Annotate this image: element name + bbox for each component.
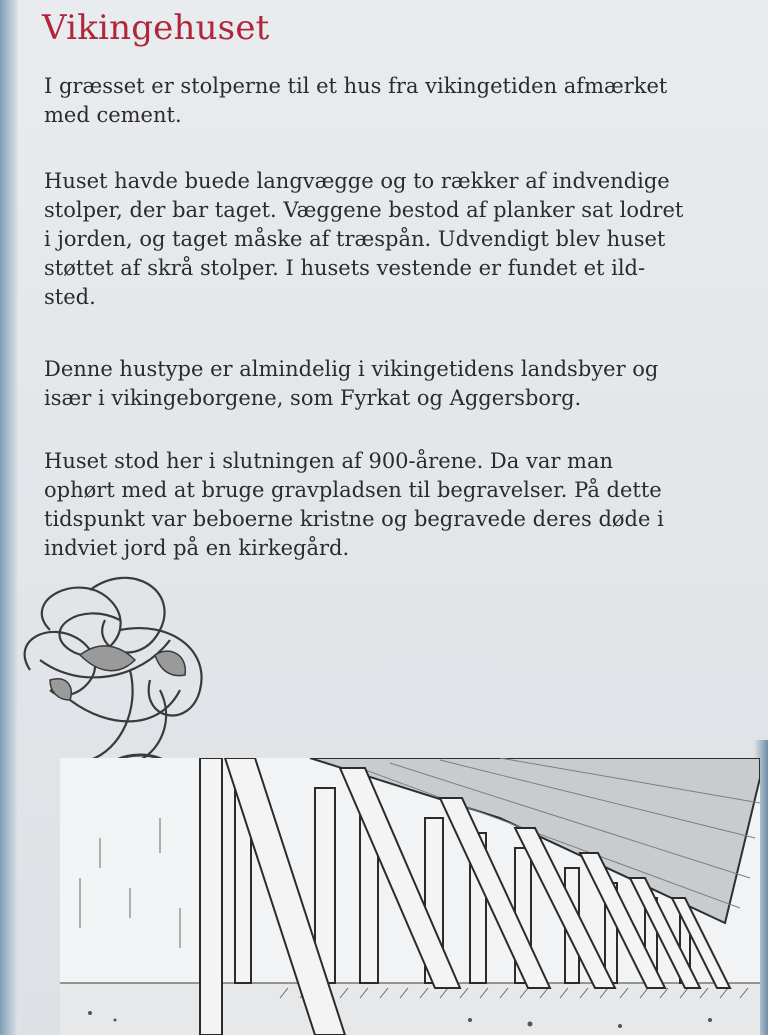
paragraph-intro — [44, 72, 744, 130]
paragraph-line: ophørt med at bruge gravpladsen til begravelser. På dette — [44, 478, 662, 502]
paragraph-house-description — [44, 167, 744, 312]
paragraph-line: især i vikingeborgene, som Fyrkat og Aggersborg. — [44, 386, 582, 410]
paragraph-history — [44, 447, 744, 563]
sign-title: Vikingehuset — [42, 8, 270, 48]
paragraph-line: tidspunkt var beboerne kristne og begravede deres døde i — [44, 507, 664, 531]
paragraph-line: I græsset er stolperne til et hus fra vikingetiden afmærket — [44, 74, 668, 98]
paragraph-line: stolper, der bar taget. Væggene bestod af planker sat lodret — [44, 198, 684, 222]
paragraph-line: sted. — [44, 285, 96, 309]
paragraph-line: Huset havde buede langvægge og to rækker af indvendige — [44, 169, 670, 193]
paragraph-house-type — [44, 355, 744, 413]
paragraph-line: med cement. — [44, 103, 182, 127]
paragraph-line: indviet jord på en kirkegård. — [44, 536, 350, 560]
paragraph-line: støttet af skrå stolper. I husets vestende er fundet et ild- — [44, 256, 646, 280]
paragraph-line: Huset stod her i slutningen af 900-årene. Da var man — [44, 449, 614, 473]
paragraph-line: Denne hustype er almindelig i vikingetidens landsbyer og — [44, 357, 659, 381]
longhouse-illustration — [60, 758, 760, 1035]
paragraph-line: i jorden, og taget måske af træspån. Udvendigt blev huset — [44, 227, 666, 251]
sign-frame-left — [0, 0, 18, 1035]
